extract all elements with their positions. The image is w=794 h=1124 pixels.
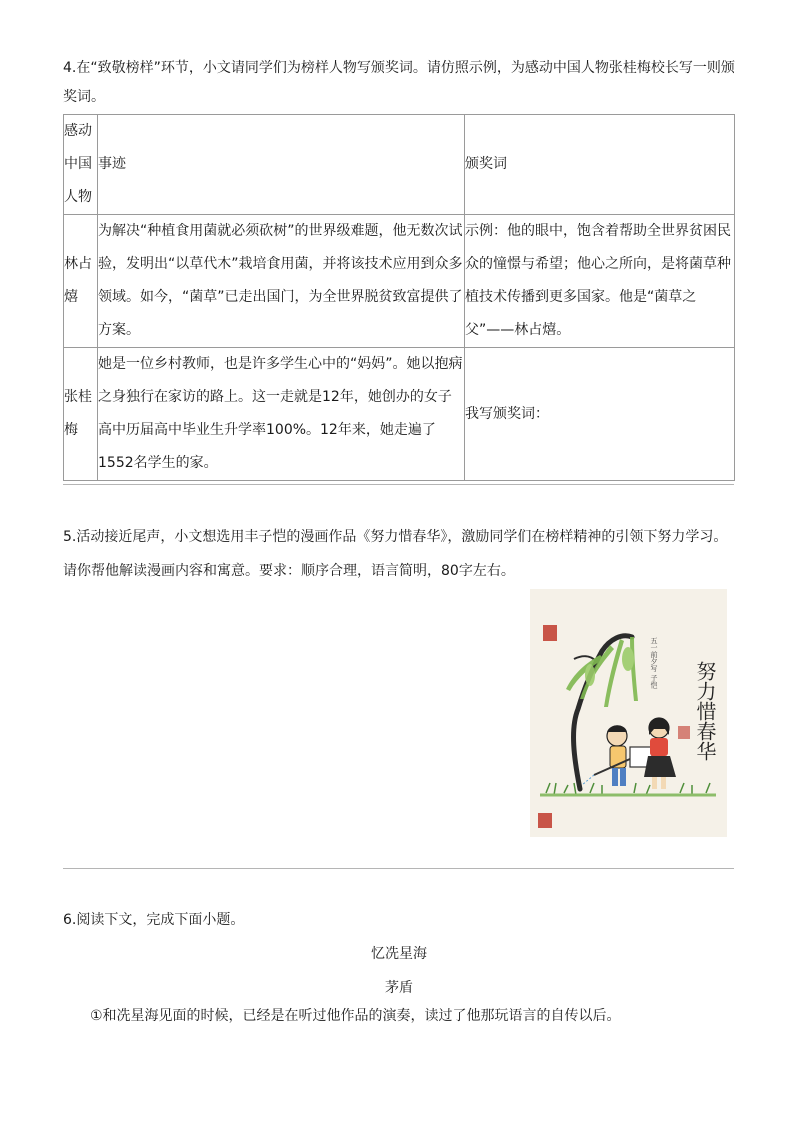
article-title: 忆冼星海 [371,946,427,962]
calligraphy-title: 努力惜春华 [693,661,717,761]
seal-top-left [543,625,557,641]
header-award: 颁奖词 [465,115,735,215]
cell-award: 示例：他的眼中，饱含着帮助全世界贫困民众的憧憬与希望；他心之所向，是将菌草种植技术传播到更多国家。他是“菌草之父”——林占熺。 [465,215,735,348]
article-paragraph: ①和冼星海见面的时候，已经是在听过他作品的演奏，读过了他那玩语言的自传以后。 [90,1008,621,1024]
comic-painting [530,589,727,837]
divider [63,484,734,485]
cell-deeds: 她是一位乡村教师，也是许多学生心中的“妈妈”。她以抱病之身独行在家访的路上。这一走就是12年，她创办的女子高中历届高中毕业生升学率100%。12年来，她走遍了1552名学生的家。 [98,348,465,481]
cell-deeds: 为解决“种植食用菌就必须砍树”的世界级难题，他无数次试验，发明出“以草代木”栽培食用菌，并将该技术应用到众多领域。如今，“菌草”已走出国门，为全世界脱贫致富提供了方案。 [98,215,465,348]
question-4-prompt: 4.在“致敬榜样”环节，小文请同学们为榜样人物写颁奖词。请仿照示例，为感动中国人物张桂梅校长写一则颁奖词。 [63,60,735,105]
award-table [63,114,735,481]
header-person: 感动中国人物 [64,115,98,215]
question-6-prompt: 6.阅读下文，完成下面小题。 [63,912,245,928]
table-row [64,348,735,481]
table-header-row [64,115,735,215]
article-author: 茅盾 [385,980,413,996]
table-row [64,215,735,348]
seal-bottom-left [538,813,552,828]
question-5-prompt: 5.活动接近尾声，小文想选用丰子恺的漫画作品《努力惜春华》，激励同学们在榜样精神的引领下努力学习。请你帮他解读漫画内容和寓意。要求：顺序合理，语言简明，80字左右。 [63,529,728,579]
header-deeds: 事迹 [98,115,465,215]
cell-person: 林占熺 [64,215,98,348]
cell-person: 张桂梅 [64,348,98,481]
painting-inscription: 五一前夕写 子恺 [650,637,658,689]
divider [63,868,734,869]
answer-cell[interactable]: 我写颁奖词： [465,348,735,481]
